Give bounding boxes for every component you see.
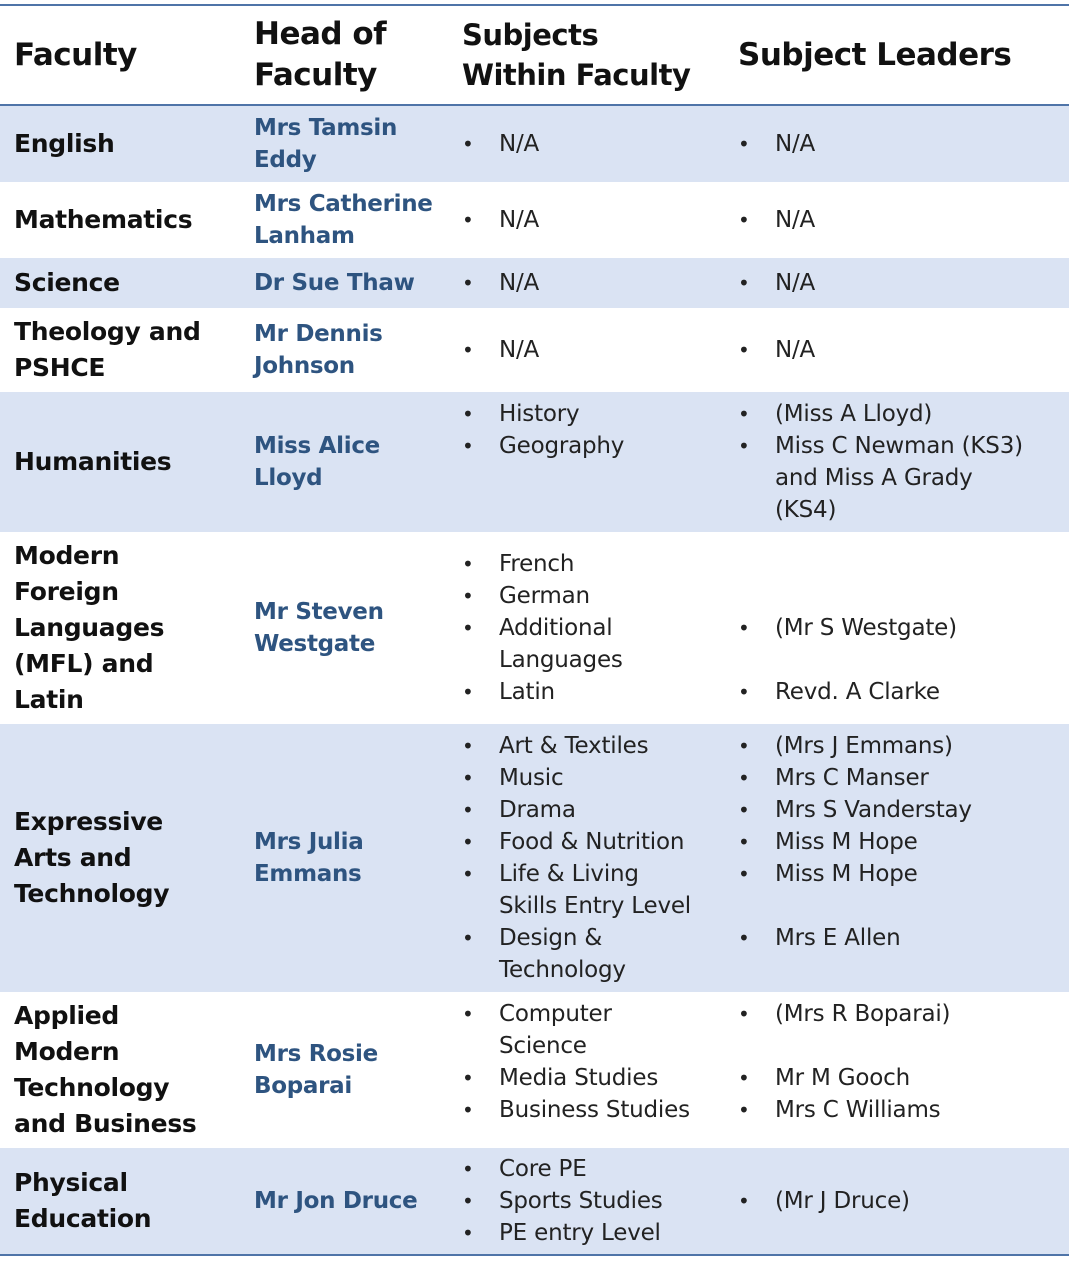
list-item: • Food & Nutrition — [462, 829, 685, 855]
header-subjects: Subjects Within Faculty — [462, 18, 691, 92]
leaders-list — [738, 1148, 1064, 1254]
list-item: • N/A — [738, 207, 816, 233]
table-row-humanities — [0, 392, 1069, 532]
table-row-mathematics — [0, 182, 1069, 258]
list-item: • N/A — [738, 270, 816, 296]
table-row-english — [0, 106, 1069, 182]
list-item-continuation: Languages — [499, 647, 623, 673]
list-item: • Revd. A Clarke — [738, 679, 940, 705]
subjects-list — [462, 992, 730, 1148]
list-item: • Music — [462, 765, 564, 791]
table-row-expressive-arts — [0, 724, 1069, 992]
list-item: • Geography — [462, 433, 625, 459]
list-item: • PE entry Level — [462, 1220, 661, 1246]
list-item: • (Mrs J Emmans) — [738, 733, 953, 759]
leaders-list — [738, 182, 1064, 258]
head-of-faculty: Mrs Catherine Lanham — [254, 191, 433, 249]
leaders-list — [738, 724, 1064, 992]
head-of-faculty: Mr Dennis Johnson — [254, 321, 383, 379]
head-of-faculty: Mrs Rosie Boparai — [254, 1041, 378, 1099]
faculty-name: Theology and PSHCE — [14, 317, 201, 382]
list-item: • Sports Studies — [462, 1188, 663, 1214]
list-item: • Design & — [462, 925, 603, 951]
list-item: • Mr M Gooch — [738, 1065, 910, 1091]
leaders-list — [738, 532, 1064, 724]
subjects-list — [462, 182, 730, 258]
list-item: • Mrs C Williams — [738, 1097, 941, 1123]
list-item: • Drama — [462, 797, 576, 823]
head-of-faculty: Mr Steven Westgate — [254, 599, 384, 657]
subjects-list — [462, 1148, 730, 1254]
leaders-list — [738, 308, 1064, 392]
subjects-list — [462, 724, 730, 992]
list-item: • Miss M Hope — [738, 861, 918, 887]
list-item: • Additional — [462, 615, 613, 641]
head-of-faculty: Mrs Julia Emmans — [254, 829, 364, 887]
list-item: • N/A — [462, 207, 540, 233]
head-of-faculty: Miss Alice Lloyd — [254, 433, 380, 491]
list-item: • History — [462, 401, 580, 427]
subjects-list — [462, 392, 730, 532]
list-item-continuation: (KS4) — [775, 497, 837, 523]
list-item: • French — [462, 551, 575, 577]
table-row-theology — [0, 308, 1069, 392]
list-item: • N/A — [462, 270, 540, 296]
list-item: • Miss M Hope — [738, 829, 918, 855]
faculty-name: Applied Modern Technology and Business — [14, 1001, 197, 1138]
list-item: • Media Studies — [462, 1065, 659, 1091]
list-item-continuation: Science — [499, 1033, 587, 1059]
table-row-applied-technology — [0, 992, 1069, 1148]
subjects-list — [462, 532, 730, 724]
list-item: • (Mr S Westgate) — [738, 615, 957, 641]
leaders-list — [738, 106, 1064, 182]
head-of-faculty: Mrs Tamsin Eddy — [254, 115, 398, 173]
list-item: • Mrs C Manser — [738, 765, 929, 791]
header-subject-leaders: Subject Leaders — [738, 36, 1012, 73]
list-item: • Latin — [462, 679, 555, 705]
subjects-list — [462, 258, 730, 308]
table-row-physical-education — [0, 1148, 1069, 1254]
list-item: • Mrs E Allen — [738, 925, 901, 951]
table-row-mfl — [0, 532, 1069, 724]
list-item: • Computer — [462, 1001, 612, 1027]
list-item: • (Mrs R Boparai) — [738, 1001, 951, 1027]
faculty-name: Science — [14, 268, 120, 297]
list-item-continuation: Technology — [499, 957, 626, 983]
faculty-name: Physical Education — [14, 1168, 152, 1233]
header-head-of-faculty: Head of Faculty — [254, 16, 387, 93]
list-item: • Mrs S Vanderstay — [738, 797, 972, 823]
leaders-list — [738, 392, 1064, 532]
faculty-name: Modern Foreign Languages (MFL) and Latin — [14, 541, 165, 714]
faculty-table — [0, 4, 1069, 1256]
list-item: • N/A — [462, 337, 540, 363]
head-of-faculty: Mr Jon Druce — [254, 1188, 418, 1214]
list-item: • (Mr J Druce) — [738, 1188, 910, 1214]
list-item: • Life & Living — [462, 861, 639, 887]
list-item-continuation: Skills Entry Level — [499, 893, 692, 919]
head-of-faculty: Dr Sue Thaw — [254, 270, 415, 296]
list-item-continuation: and Miss A Grady — [775, 465, 973, 491]
leaders-list — [738, 992, 1064, 1148]
list-item: • (Miss A Lloyd) — [738, 401, 933, 427]
faculty-name: English — [14, 129, 115, 158]
table-row-science — [0, 258, 1069, 308]
header-row — [0, 6, 1069, 106]
list-item: • N/A — [738, 337, 816, 363]
subjects-list — [462, 308, 730, 392]
list-item: • Art & Textiles — [462, 733, 649, 759]
list-item: • Core PE — [462, 1156, 587, 1182]
list-item: • German — [462, 583, 590, 609]
faculty-name: Humanities — [14, 447, 172, 476]
faculty-name: Mathematics — [14, 205, 193, 234]
header-faculty: Faculty — [14, 36, 137, 73]
faculty-name: Expressive Arts and Technology — [14, 807, 170, 908]
list-item: • N/A — [462, 131, 540, 157]
leaders-list — [738, 258, 1064, 308]
subjects-list — [462, 106, 730, 182]
list-item: • N/A — [738, 131, 816, 157]
list-item: • Business Studies — [462, 1097, 690, 1123]
list-item: • Miss C Newman (KS3) — [738, 433, 1023, 459]
